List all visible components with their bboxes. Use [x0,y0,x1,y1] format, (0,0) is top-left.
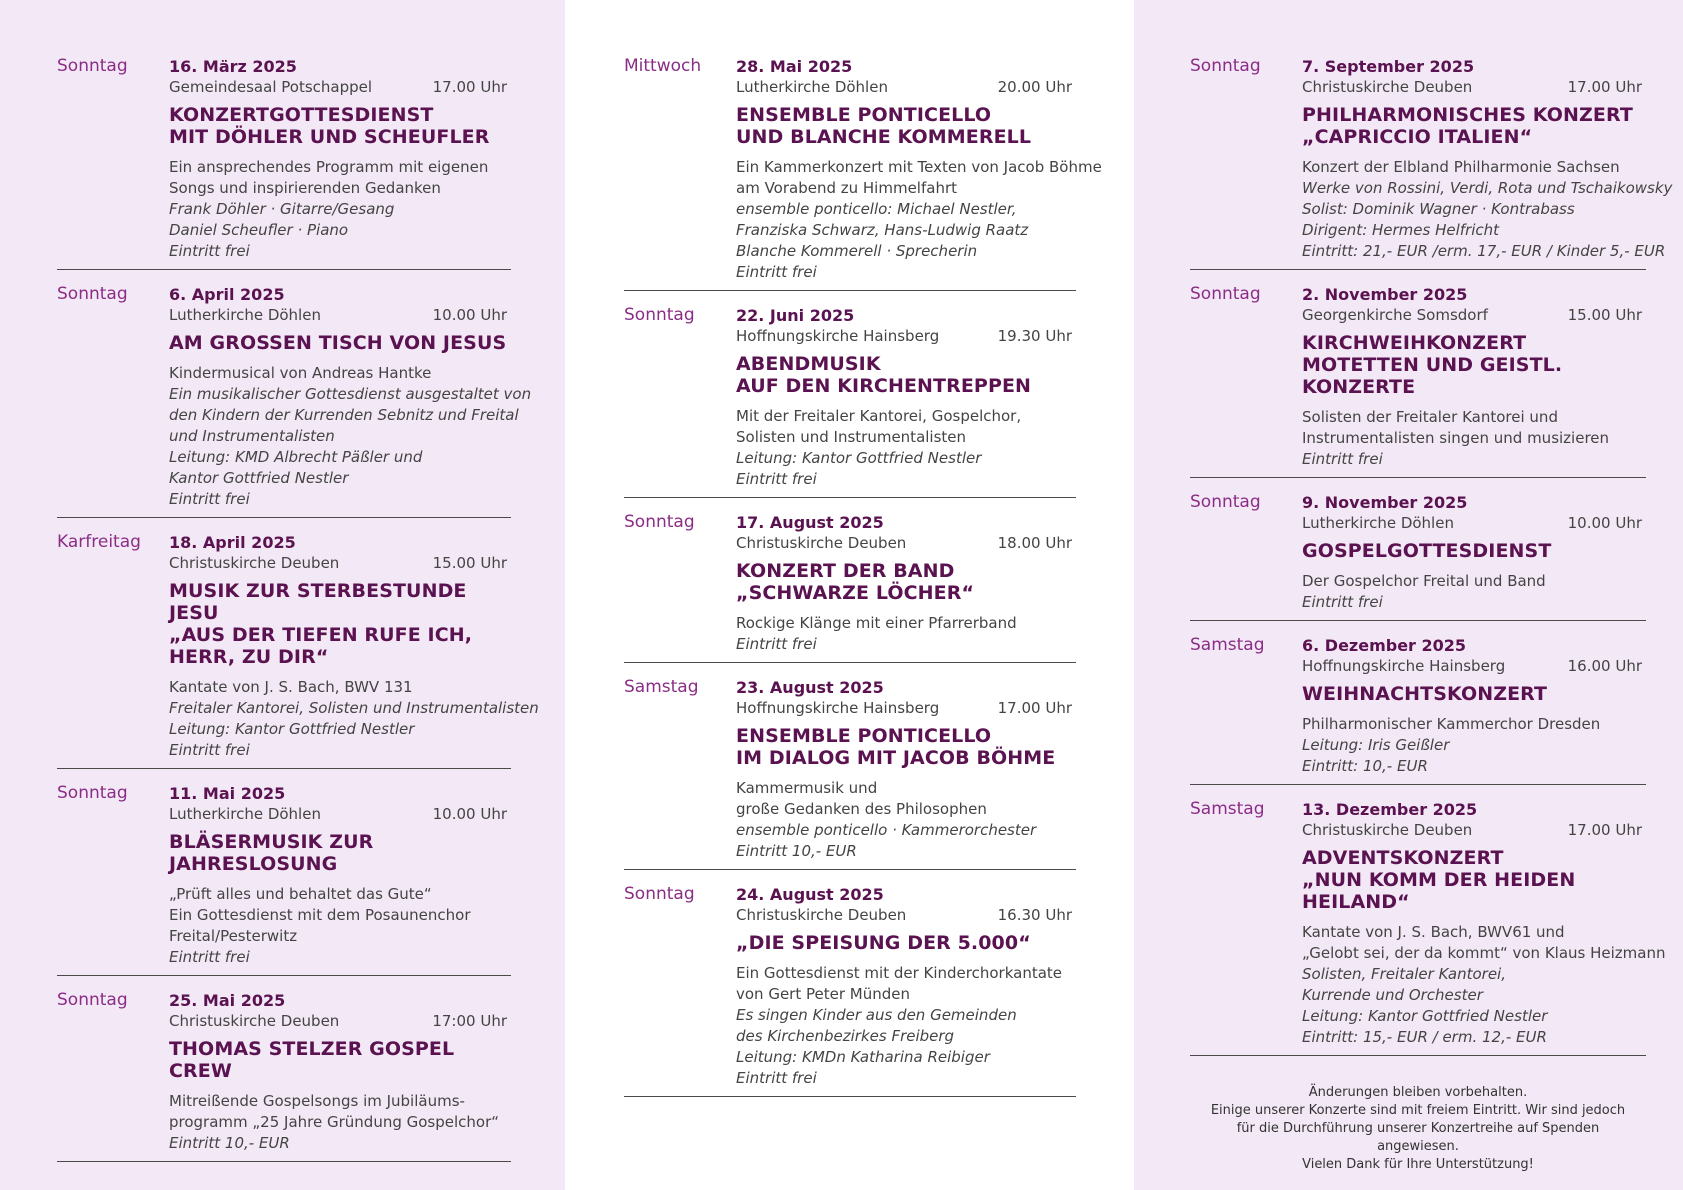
event-title-line: „NUN KOMM DER HEIDEN HEILAND“ [1302,869,1576,913]
event-description-line: Eintritt 10,- EUR [169,1134,290,1152]
event-description-line: Eintritt frei [169,948,250,966]
event-title [736,725,1076,769]
event-title [736,560,1076,604]
event-time: 10.00 Uhr [432,805,507,823]
event-description-line: „Prüft alles und behaltet das Gute“ [169,885,432,903]
event-time: 17.00 Uhr [432,78,507,96]
event-venue: Georgenkirche Somsdorf [1302,306,1488,324]
event-description-line: Leitung: Kantor Gottfried Nestler [736,449,982,467]
event-entry [57,284,532,518]
event-date: 13. Dezember 2025 [1302,800,1478,819]
event-venue: Christuskirche Deuben [169,554,340,572]
event-entry [624,677,1076,870]
event-title-line: MOTETTEN UND GEISTL. KONZERTE [1302,354,1563,398]
event-description-line: am Vorabend zu Himmelfahrt [736,179,957,197]
event-day: Mittwoch [624,56,702,76]
event-venue: Christuskirche Deuben [736,906,907,924]
event-description-line: Songs und inspirierenden Gedanken [169,179,441,197]
event-description-line: Leitung: Kantor Gottfried Nestler [1302,1007,1548,1025]
event-title-line: THOMAS STELZER GOSPEL CREW [169,1038,455,1082]
event-title [169,831,511,875]
event-title [1302,683,1646,705]
event-description [169,1091,511,1154]
event-title [169,580,511,668]
event-time: 16.00 Uhr [1567,657,1642,675]
event-entry [1190,56,1673,270]
event-venue: Hoffnungskirche Hainsberg [1302,657,1506,675]
event-venue: Christuskirche Deuben [169,1012,340,1030]
event-description [736,406,1076,490]
event-title-line: ENSEMBLE PONTICELLO [736,725,992,747]
event-description-line: Kantate von J. S. Bach, BWV 131 [169,678,413,696]
event-title-line: ABENDMUSIK [736,353,881,375]
event-description-line: Frank Döhler · Gitarre/Gesang [169,200,395,218]
event-time: 17:00 Uhr [432,1012,507,1030]
event-title-line: AUF DEN KIRCHENTREPPEN [736,375,1032,397]
event-venue: Lutherkirche Döhlen [169,805,321,823]
event-date: 7. September 2025 [1302,57,1475,76]
event-description-line: Kantate von J. S. Bach, BWV61 und [1302,923,1565,941]
event-venue-row [736,905,1076,926]
event-time: 18.00 Uhr [997,534,1072,552]
event-description-line: Daniel Scheufler · Piano [169,221,349,239]
event-date: 23. August 2025 [736,678,884,697]
event-entry [1190,635,1646,785]
event-description-line: Rockige Klänge mit einer Pfarrerband [736,614,1017,632]
event-description-line: Eintritt frei [736,470,817,488]
event-entry [624,512,1076,663]
event-venue-row [169,804,511,825]
column-right [1134,0,1683,1190]
event-time: 17.00 Uhr [1567,821,1642,839]
event-title-line: WEIHNACHTSKONZERT [1302,683,1548,705]
event-entry [1190,284,1646,478]
event-description-line: Freitaler Kantorei, Solisten und Instrumentalisten [169,699,539,717]
event-description-line: Eintritt 10,- EUR [736,842,857,860]
event-description-line: Solisten der Freitaler Kantorei und [1302,408,1558,426]
event-date: 9. November 2025 [1302,493,1468,512]
event-list [1190,56,1673,1056]
footer-note-line: Einige unserer Konzerte sind mit freiem Eintritt. Wir sind jedoch [1210,1103,1626,1118]
event-description-line: Werke von Rossini, Verdi, Rota und Tschaikowsky [1302,179,1673,197]
event-description-line: von Gert Peter Münden [736,985,910,1003]
event-title-line: UND BLANCHE KOMMERELL [736,126,1032,148]
event-description-line: programm „25 Jahre Gründung Gospelchor“ [169,1113,500,1131]
event-description [169,363,532,510]
event-entry [624,884,1076,1097]
event-day: Sonntag [57,990,128,1010]
event-venue-row [736,533,1076,554]
event-venue: Hoffnungskirche Hainsberg [736,327,940,345]
event-description-line: Solisten, Freitaler Kantorei, [1302,965,1506,983]
event-title [1302,332,1646,398]
event-day: Sonntag [624,884,695,904]
event-title [169,104,511,148]
event-description [1302,922,1666,1048]
event-date: 22. Juni 2025 [736,306,855,325]
event-day: Samstag [1190,799,1265,819]
event-description-line: ensemble ponticello · Kammerorchester [736,821,1037,839]
event-time: 15.00 Uhr [1567,306,1642,324]
event-date: 25. Mai 2025 [169,991,286,1010]
event-description [169,677,539,761]
event-title [169,1038,511,1082]
event-date: 28. Mai 2025 [736,57,853,76]
event-title-line: KONZERT DER BAND [736,560,955,582]
event-day: Sonntag [1190,284,1261,304]
event-venue-row [169,305,511,326]
event-day: Sonntag [57,284,128,304]
footer-note-line: Vielen Dank für Ihre Unterstützung! [1302,1157,1534,1172]
event-description-line: und Instrumentalisten [169,427,335,445]
event-title [1302,540,1646,562]
event-title-line: KONZERTGOTTESDIENST [169,104,434,126]
event-venue: Hoffnungskirche Hainsberg [736,699,940,717]
event-date: 24. August 2025 [736,885,884,904]
event-description-line: Kindermusical von Andreas Hantke [169,364,432,382]
event-description [1302,407,1646,470]
event-description-line: Konzert der Elbland Philharmonie Sachsen [1302,158,1620,176]
event-description-line: Mit der Freitaler Kantorei, Gospelchor, [736,407,1022,425]
event-description-line: Ein Gottesdienst mit dem Posaunenchor [169,906,471,924]
event-description-line: Ein ansprechendes Programm mit eigenen [169,158,489,176]
event-title-line: „SCHWARZE LÖCHER“ [736,582,975,604]
event-title-line: „DIE SPEISUNG DER 5.000“ [736,932,1031,954]
event-time: 10.00 Uhr [1567,514,1642,532]
event-venue-row [736,77,1076,98]
event-title-line: ENSEMBLE PONTICELLO [736,104,992,126]
event-day: Sonntag [1190,492,1261,512]
event-description-line: Solisten und Instrumentalisten [736,428,967,446]
event-day: Sonntag [57,783,128,803]
event-time: 19.30 Uhr [997,327,1072,345]
event-venue-row [1302,77,1646,98]
event-date: 2. November 2025 [1302,285,1468,304]
event-venue-row [736,698,1076,719]
event-day: Samstag [1190,635,1265,655]
event-description-line: Kurrende und Orchester [1302,986,1483,1004]
event-date: 6. April 2025 [169,285,285,304]
event-entry [624,305,1076,498]
event-description [169,157,511,262]
event-date: 17. August 2025 [736,513,884,532]
event-title-line: PHILHARMONISCHES KONZERT [1302,104,1633,126]
event-title-line: „CAPRICCIO ITALIEN“ [1302,126,1533,148]
event-venue-row [1302,820,1646,841]
event-venue: Lutherkirche Döhlen [1302,514,1454,532]
event-description-line: Solist: Dominik Wagner · Kontrabass [1302,200,1575,218]
event-title-line: ADVENTSKONZERT [1302,847,1504,869]
event-venue-row [169,77,511,98]
event-venue-row [169,1011,511,1032]
event-time: 17.00 Uhr [1567,78,1642,96]
event-day: Karfreitag [57,532,141,552]
event-description [1302,571,1646,613]
event-day: Sonntag [57,56,128,76]
event-description-line: Leitung: KMDn Katharina Reibiger [736,1048,990,1066]
event-venue: Christuskirche Deuben [736,534,907,552]
event-time: 20.00 Uhr [997,78,1072,96]
event-venue-row [1302,656,1646,677]
event-title-line: AM GROSSEN TISCH VON JESUS [169,332,507,354]
footer-note-line: für die Durchführung unserer Konzertreihe auf Spenden angewiesen. [1236,1121,1600,1154]
event-description-line: „Gelobt sei, der da kommt“ von Klaus Heizmann [1302,944,1666,962]
event-description-line: Dirigent: Hermes Helfricht [1302,221,1500,239]
event-description-line: Eintritt frei [169,242,250,260]
event-venue-row [169,553,511,574]
event-title-line: KIRCHWEIHKONZERT [1302,332,1527,354]
column-middle [565,0,1134,1190]
footer-note-line: Änderungen bleiben vorbehalten. [1308,1085,1528,1100]
event-venue: Christuskirche Deuben [1302,821,1473,839]
event-description-line: Instrumentalisten singen und musizieren [1302,429,1610,447]
event-time: 10.00 Uhr [432,306,507,324]
event-description [1302,714,1646,777]
event-description-line: Ein musikalischer Gottesdienst ausgestaltet von [169,385,532,403]
event-venue: Lutherkirche Döhlen [169,306,321,324]
footer-note [1190,1084,1646,1174]
event-description-line: ensemble ponticello: Michael Nestler, [736,200,1017,218]
event-description-line: Leitung: Iris Geißler [1302,736,1450,754]
event-description [1302,157,1673,262]
event-description-line: Eintritt frei [169,741,250,759]
event-title-line: „AUS DER TIEFEN RUFE ICH, [169,624,473,646]
event-venue-row [1302,305,1646,326]
column-left [0,0,565,1190]
event-venue: Lutherkirche Döhlen [736,78,888,96]
event-title [736,104,1076,148]
event-title [736,353,1076,397]
event-date: 16. März 2025 [169,57,297,76]
event-description-line: den Kindern der Kurrenden Sebnitz und Freital [169,406,519,424]
event-venue-row [736,326,1076,347]
event-description-line: Eintritt frei [169,490,250,508]
event-title-line: MUSIK ZUR STERBESTUNDE JESU [169,580,467,624]
event-description [736,157,1102,283]
event-title-line: MIT DÖHLER UND SCHEUFLER [169,126,490,148]
event-time: 16.30 Uhr [997,906,1072,924]
event-description-line: Eintritt frei [736,635,817,653]
event-description-line: Kantor Gottfried Nestler [169,469,349,487]
event-title-line: GOSPELGOTTESDIENST [1302,540,1552,562]
event-description-line: Der Gospelchor Freital und Band [1302,572,1546,590]
event-description-line: Eintritt: 21,- EUR /erm. 17,- EUR / Kinder 5,- EUR [1302,242,1666,260]
event-description-line: Eintritt: 15,- EUR / erm. 12,- EUR [1302,1028,1547,1046]
event-description-line: Leitung: Kantor Gottfried Nestler [169,720,415,738]
event-description-line: Eintritt: 10,- EUR [1302,757,1428,775]
event-description-line: Eintritt frei [1302,593,1383,611]
event-day: Samstag [624,677,699,697]
event-venue: Christuskirche Deuben [1302,78,1473,96]
event-description-line: Eintritt frei [1302,450,1383,468]
event-description-line: Freital/Pesterwitz [169,927,298,945]
event-description-line: Mitreißende Gospelsongs im Jubiläums- [169,1092,465,1110]
event-description [736,778,1076,862]
event-entry [57,532,539,769]
event-description-line: Leitung: KMD Albrecht Päßler und [169,448,423,466]
event-title [1302,104,1646,148]
event-title [736,932,1076,954]
event-description-line: Ein Gottesdienst mit der Kinderchorkantate [736,964,1063,982]
event-description-line: des Kirchenbezirkes Freiberg [736,1027,955,1045]
event-day: Sonntag [1190,56,1261,76]
event-time: 15.00 Uhr [432,554,507,572]
event-date: 18. April 2025 [169,533,296,552]
event-title-line: BLÄSERMUSIK ZUR JAHRESLOSUNG [169,831,374,875]
event-description-line: Philharmonischer Kammerchor Dresden [1302,715,1601,733]
event-entry [57,990,511,1162]
event-description-line: große Gedanken des Philosophen [736,800,987,818]
event-title [1302,847,1646,913]
event-entry [624,56,1102,291]
event-description-line: Kammermusik und [736,779,878,797]
event-title-line: HERR, ZU DIR“ [169,646,329,668]
event-day: Sonntag [624,305,695,325]
event-title [169,332,511,354]
event-description-line: Ein Kammerkonzert mit Texten von Jacob Böhme [736,158,1102,176]
event-description [736,963,1076,1089]
event-date: 6. Dezember 2025 [1302,636,1467,655]
event-description-line: Franziska Schwarz, Hans-Ludwig Raatz [736,221,1029,239]
event-title-line: IM DIALOG MIT JACOB BÖHME [736,747,1056,769]
event-time: 17.00 Uhr [997,699,1072,717]
event-description-line: Eintritt frei [736,263,817,281]
event-entry [1190,799,1666,1056]
event-day: Sonntag [624,512,695,532]
event-venue: Gemeindesaal Potschappel [169,78,373,96]
event-entry [57,56,511,270]
event-venue-row [1302,513,1646,534]
event-description [736,613,1076,655]
event-entry [57,783,511,976]
event-description-line: Eintritt frei [736,1069,817,1087]
event-entry [1190,492,1646,621]
event-description [169,884,511,968]
event-description-line: Blanche Kommerell · Sprecherin [736,242,978,260]
event-date: 11. Mai 2025 [169,784,286,803]
event-description-line: Es singen Kinder aus den Gemeinden [736,1006,1017,1024]
